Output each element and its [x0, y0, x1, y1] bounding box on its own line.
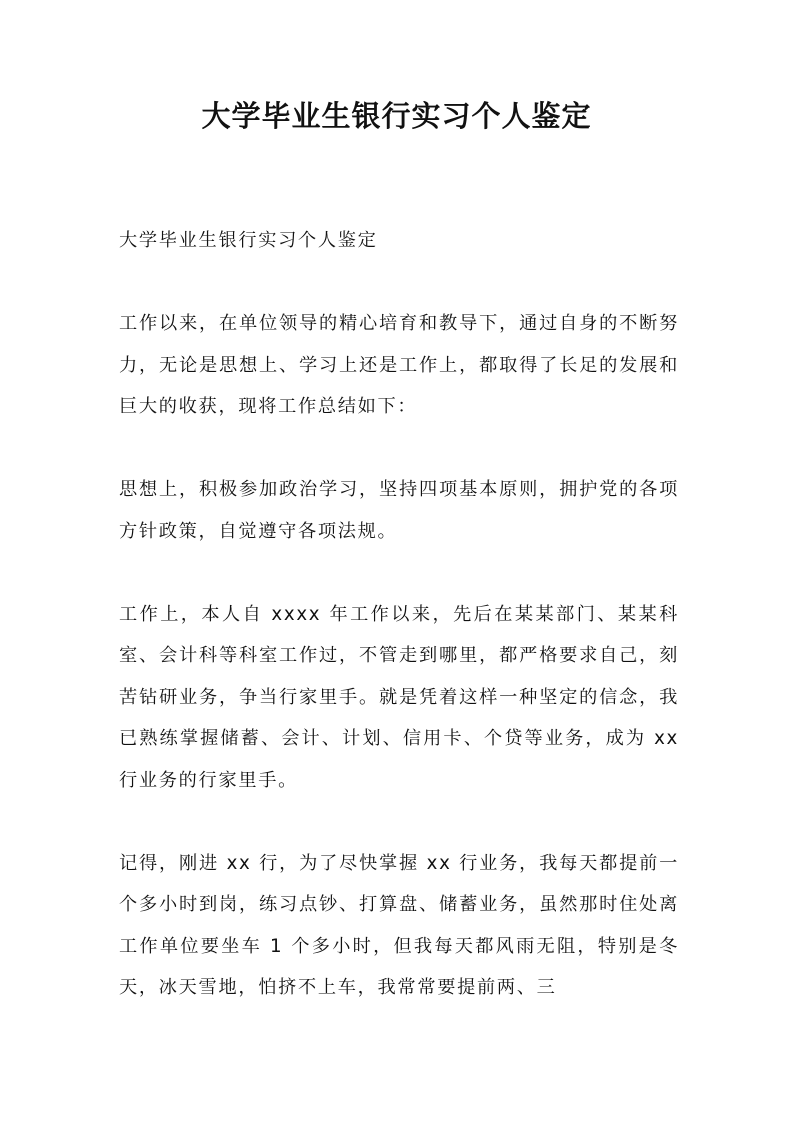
- paragraph-intro: 工作以来，在单位领导的精心培育和教导下，通过自身的不断努力，无论是思想上、学习上还是工作上，都取得了长足的发展和巨大的收获，现将工作总结如下：: [119, 313, 679, 417]
- document-body: [119, 220, 679, 1050]
- document-subtitle: 大学毕业生银行实习个人鉴定: [119, 230, 378, 251]
- paragraph-ideology: 思想上，积极参加政治学习，坚持四项基本原则，拥护党的各项方针政策，自觉遵守各项法规。: [119, 479, 679, 542]
- document-title: 大学毕业生银行实习个人鉴定: [201, 99, 592, 133]
- paragraph-work: 工作上，本人自 xxxx 年工作以来，先后在某某部门、某某科室、会计科等科室工作过，不管走到哪里，都严格要求自己，刻苦钻研业务，争当行家里手。就是凭着这样一种坚定的信念，我已熟练掌握储蓄、会计、计划、信用卡、个贷等业务，成为 xx 行业务的行家里手。: [119, 603, 679, 791]
- paragraph-memory: 记得，刚进 xx 行，为了尽快掌握 xx 行业务，我每天都提前一个多小时到岗，练习点钞、打算盘、储蓄业务，虽然那时住处离工作单位要坐车 1 个多小时，但我每天都风雨无阻，特别是冬天，冰天雪地，怕挤不上车，我常常要提前两、三: [119, 852, 679, 998]
